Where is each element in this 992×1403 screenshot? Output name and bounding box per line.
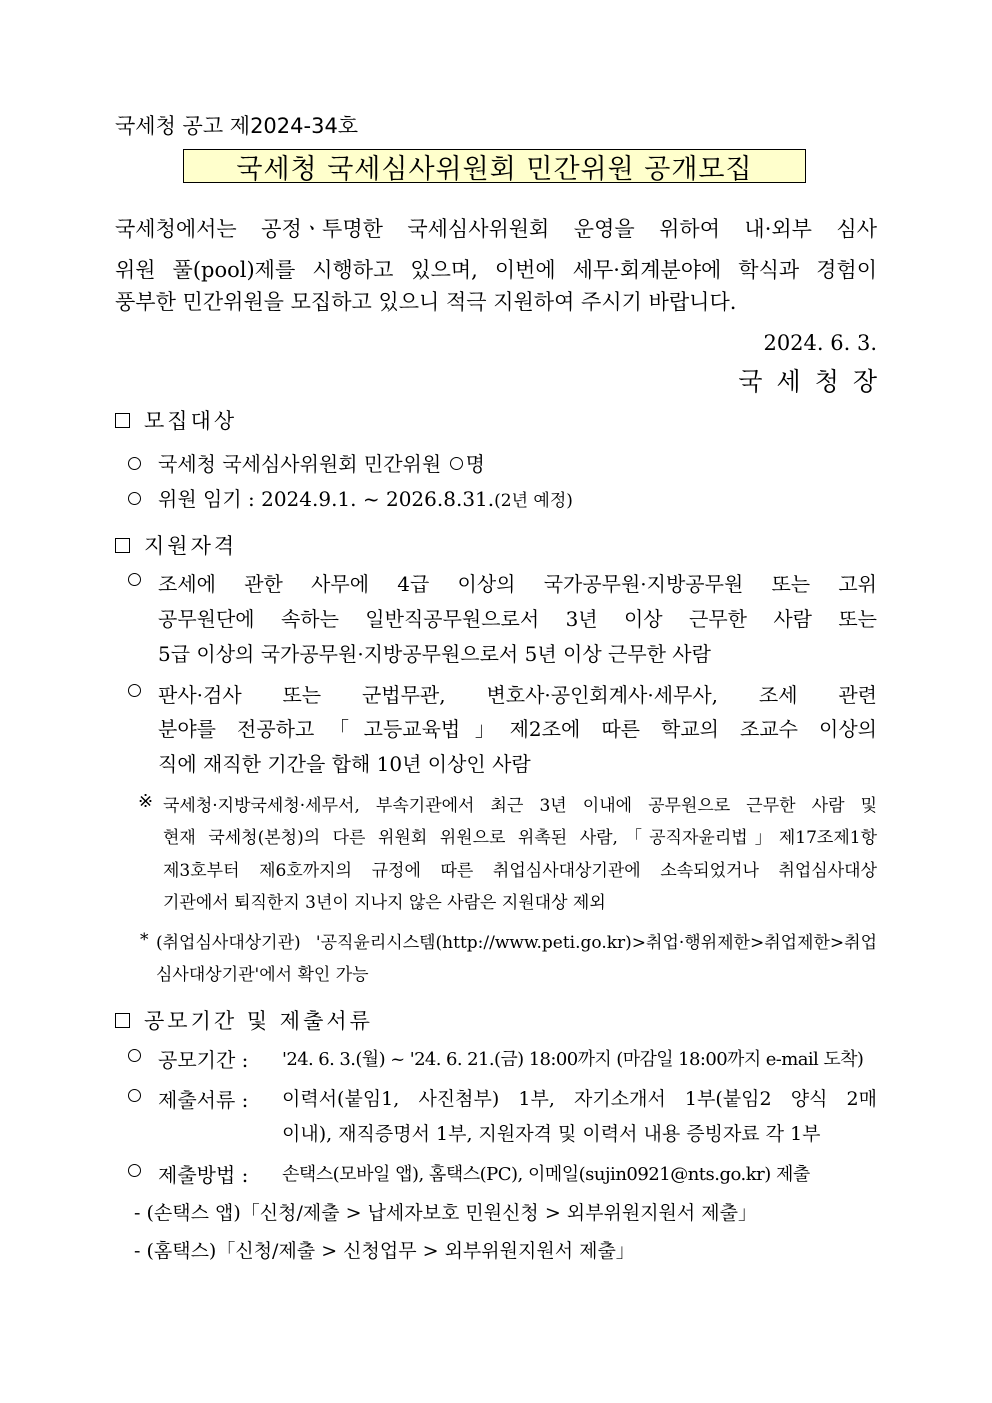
list-item [128, 483, 573, 512]
term-note: (2년 예정) [494, 491, 573, 511]
section-heading-text: 공모기간 및 제출서류 [144, 1009, 373, 1033]
circle-bullet-icon [128, 492, 141, 505]
qualification-2-line-1: 판사·검사 또는 군법무관, 변호사·공인회계사·세무사, 조세 관련 [158, 683, 877, 707]
notice-number: 국세청 공고 제2024-34호 [115, 114, 359, 138]
section-heading-text: 지원자격 [144, 534, 238, 558]
documents-line-2: 이내), 재직증명서 1부, 지원자격 및 이력서 내용 증빙자료 각 1부 [282, 1123, 821, 1145]
method-value: 손택스(모바일 앱), 홈택스(PC), 이메일(sujin0921@nts.go.kr) 제출 [282, 1164, 810, 1185]
intro-line-2: 위원 풀(pool)제를 시행하고 있으며, 이번에 세무·회계분야에 학식과 경험이 [115, 258, 877, 282]
intro-line-3: 풍부한 민간위원을 모집하고 있으니 적극 지원하여 주시기 바랍니다. [115, 290, 737, 314]
qualification-2-line-3: 직에 재직한 기간을 합해 10년 이상인 사람 [158, 752, 531, 776]
circle-bullet-icon [128, 684, 141, 697]
section-heading-text: 모집대상 [144, 409, 238, 433]
list-item-bullet [128, 679, 158, 703]
period-value: '24. 6. 3.(월) ~ '24. 6. 21.(금) 18:00까지 (마감일 18:00까지 e-mail 도착) [282, 1049, 864, 1070]
issuer: 국세청장 [738, 367, 891, 396]
sub-note-line-2: 심사대상기관'에서 확인 가능 [156, 965, 369, 985]
note-mark: ※ [138, 791, 154, 812]
sub-note-line-1: (취업심사대상기관) '공직윤리시스템(http://www.peti.go.kr)>취업·행위제한>취업제한>취업 [156, 933, 877, 953]
qualification-1-line-2: 공무원단에 속하는 일반직공무원으로서 3년 이상 근무한 사람 또는 [158, 607, 877, 631]
item-suffix: 명 [465, 452, 485, 476]
period-label: 공모기간 : [158, 1048, 249, 1072]
list-item [128, 448, 485, 477]
submission-route-hometax: - (홈택스)「신청/제출 > 신청업무 > 외부위원지원서 제출」 [134, 1240, 635, 1262]
note-line-2: 현재 국세청(본청)의 다른 위원회 위원으로 위촉된 사람,「공직자윤리법」제17조제1항 [163, 828, 877, 848]
documents-line-1: 이력서(붙임1, 사진첨부) 1부, 자기소개서 1부(붙임2 양식 2매 [282, 1088, 877, 1110]
documents-label: 제출서류 : [158, 1088, 249, 1112]
checkbox-square-icon [115, 1013, 130, 1028]
term-label: 위원 임기 : [158, 487, 262, 511]
qualification-1-line-3: 5급 이상의 국가공무원·지방공무원으로서 5년 이상 근무한 사람 [158, 642, 711, 666]
section-heading-period-and-documents [115, 1005, 373, 1035]
notice-date: 2024. 6. 3. [763, 331, 877, 355]
item-text: 국세청 국세심사위원회 민간위원 [158, 452, 442, 476]
section-heading-recruitment-target [115, 405, 237, 435]
blank-count-circle-icon [450, 457, 463, 470]
circle-bullet-icon [128, 1049, 141, 1062]
list-item-bullet [128, 1159, 158, 1183]
qualification-1-line-1: 조세에 관한 사무에 4급 이상의 국가공무원·지방공무원 또는 고위 [158, 572, 877, 596]
document-title-box [183, 149, 806, 183]
note-line-1: 국세청·지방국세청·세무서, 부속기관에서 최근 3년 이내에 공무원으로 근무한 사람 및 [163, 796, 877, 816]
checkbox-square-icon [115, 538, 130, 553]
list-item-bullet [128, 1044, 158, 1068]
qualification-2-line-2: 분야를 전공하고「고등교육법」제2조에 따른 학교의 조교수 이상의 [158, 717, 877, 741]
checkbox-square-icon [115, 413, 130, 428]
intro-line-1: 국세청에서는 공정ㆍ투명한 국세심사위원회 운영을 위하여 내·외부 심사 [115, 217, 877, 241]
circle-bullet-icon [128, 1164, 141, 1177]
method-label: 제출방법 : [158, 1163, 249, 1187]
list-item-bullet [128, 1084, 158, 1108]
submission-route-mobile: - (손택스 앱)「신청/제출 > 납세자보호 민원신청 > 외부위원지원서 제출」 [134, 1202, 758, 1224]
note-line-3: 제3호부터 제6호까지의 규정에 따른 취업심사대상기관에 소속되었거나 취업심사대상 [163, 861, 877, 881]
list-item-bullet [128, 568, 158, 592]
note-line-4: 기관에서 퇴직한지 3년이 지나지 않은 사람은 지원대상 제외 [163, 893, 606, 913]
circle-bullet-icon [128, 1089, 141, 1102]
document-title: 국세청 국세심사위원회 민간위원 공개모집 [236, 153, 753, 185]
term-period: 2024.9.1. ~ 2026.8.31. [261, 487, 495, 511]
section-heading-qualifications [115, 530, 237, 560]
circle-bullet-icon [128, 457, 141, 470]
sub-note-mark: * [140, 930, 149, 950]
circle-bullet-icon [128, 573, 141, 586]
